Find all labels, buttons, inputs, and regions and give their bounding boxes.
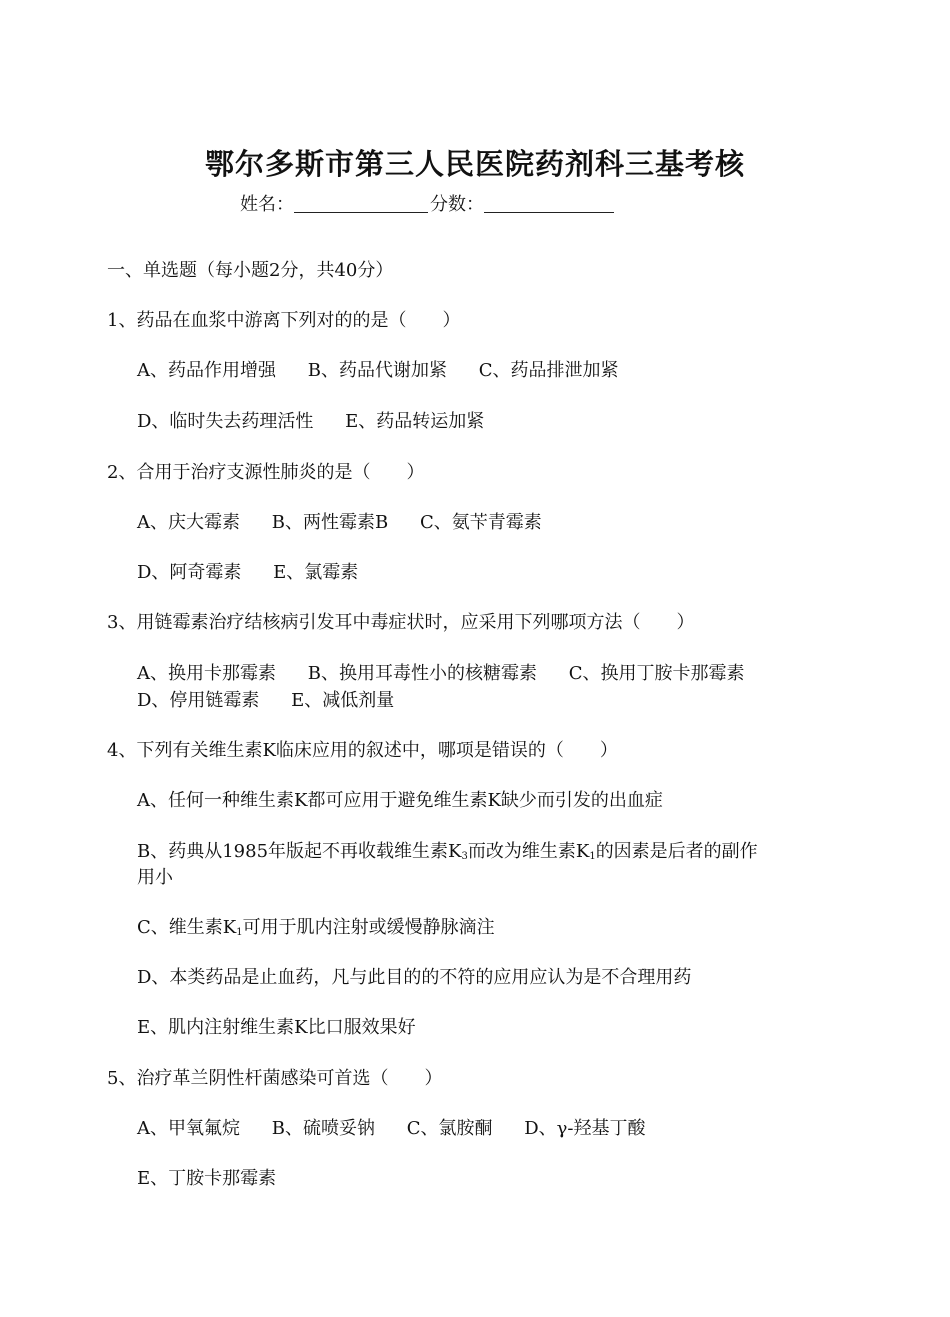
q1-option-b: B、药品代谢加紧 xyxy=(307,360,447,381)
q4-option-c-part-1: C、维生素K xyxy=(137,917,237,938)
q1-option-c: C、药品排泄加紧 xyxy=(478,360,619,381)
q5-option-b: B、硫喷妥钠 xyxy=(271,1118,375,1139)
question-5-stem: 5、治疗革兰阴性杆菌感染可首选（ ） xyxy=(107,1068,443,1089)
name-score-line xyxy=(240,190,616,216)
q5-option-d: D、γ-羟基丁酸 xyxy=(524,1118,646,1139)
q5-option-e: E、丁胺卡那霉素 xyxy=(137,1168,277,1189)
q4-option-c-sub-1: 1 xyxy=(236,927,243,938)
question-5-options-row-1 xyxy=(137,1116,672,1142)
question-3-options-row-2 xyxy=(137,688,420,714)
q1-option-d: D、临时失去药理活性 xyxy=(137,411,314,432)
name-label: 姓名： xyxy=(240,194,294,215)
q3-option-c: C、换用丁胺卡那霉素 xyxy=(568,663,745,684)
q2-option-d: D、阿奇霉素 xyxy=(137,562,242,583)
q4-option-d: D、本类药品是止血药，凡与此目的的不符的应用应认为是不合理用药 xyxy=(137,967,692,988)
score-blank xyxy=(484,194,614,213)
question-2-options-row-1 xyxy=(137,510,568,536)
q1-option-e: E、药品转运加紧 xyxy=(345,411,485,432)
question-3-options-row-1 xyxy=(137,661,770,687)
question-5-options-row-2 xyxy=(137,1166,302,1192)
question-1-options-row-1 xyxy=(137,358,644,384)
question-4-stem: 4、下列有关维生素K临床应用的叙述中，哪项是错误的（ ） xyxy=(107,740,618,761)
q4-option-b-part-1: B、药典从1985年版起不再收载维生素K xyxy=(137,841,462,862)
question-3-stem: 3、用链霉素治疗结核病引发耳中毒症状时，应采用下列哪项方法（ ） xyxy=(107,612,695,633)
q4-option-b-part-2: 而改为维生素K xyxy=(467,841,590,862)
q2-option-e: E、氯霉素 xyxy=(273,562,359,583)
q3-option-d: D、停用链霉素 xyxy=(137,690,260,711)
q4-option-b-sub-3: 3 xyxy=(461,851,468,862)
q4-option-c-part-2: 可用于肌内注射或缓慢静脉滴注 xyxy=(242,917,495,938)
q2-option-b: B、两性霉素B xyxy=(271,512,389,533)
q5-option-c: C、氯胺酮 xyxy=(406,1118,493,1139)
q4-option-b-line-1 xyxy=(137,839,758,865)
q4-option-b-sub-1: 1 xyxy=(589,851,596,862)
question-1-stem: 1、药品在血浆中游离下列对的的是（ ） xyxy=(107,310,461,331)
q2-option-c: C、氨苄青霉素 xyxy=(419,512,542,533)
q5-option-a: A、甲氧氟烷 xyxy=(137,1118,240,1139)
question-2-stem: 2、合用于治疗支源性肺炎的是（ ） xyxy=(107,462,425,483)
q1-option-a: A、药品作用增强 xyxy=(137,360,276,381)
q3-option-e: E、减低剂量 xyxy=(291,690,395,711)
question-2-options-row-2 xyxy=(137,560,384,586)
q4-option-c xyxy=(137,915,495,941)
score-label: 分数： xyxy=(430,194,484,215)
q4-option-b-line-2: 用小 xyxy=(137,867,173,888)
q2-option-a: A、庆大霉素 xyxy=(137,512,240,533)
q3-option-a: A、换用卡那霉素 xyxy=(137,663,276,684)
q4-option-a: A、任何一种维生素K都可应用于避免维生素K缺少而引发的出血症 xyxy=(137,790,663,811)
name-blank xyxy=(294,194,428,213)
q4-option-e: E、肌内注射维生素K比口服效果好 xyxy=(137,1017,416,1038)
q3-option-b: B、换用耳毒性小的核糖霉素 xyxy=(307,663,537,684)
document-title: 鄂尔多斯市第三人民医院药剂科三基考核 xyxy=(204,147,745,181)
section-heading: 一、单选题（每小题2分，共40分） xyxy=(107,260,394,281)
question-1-options-row-2 xyxy=(137,409,510,435)
q4-option-b-part-3: 的因素是后者的副作 xyxy=(595,841,758,862)
